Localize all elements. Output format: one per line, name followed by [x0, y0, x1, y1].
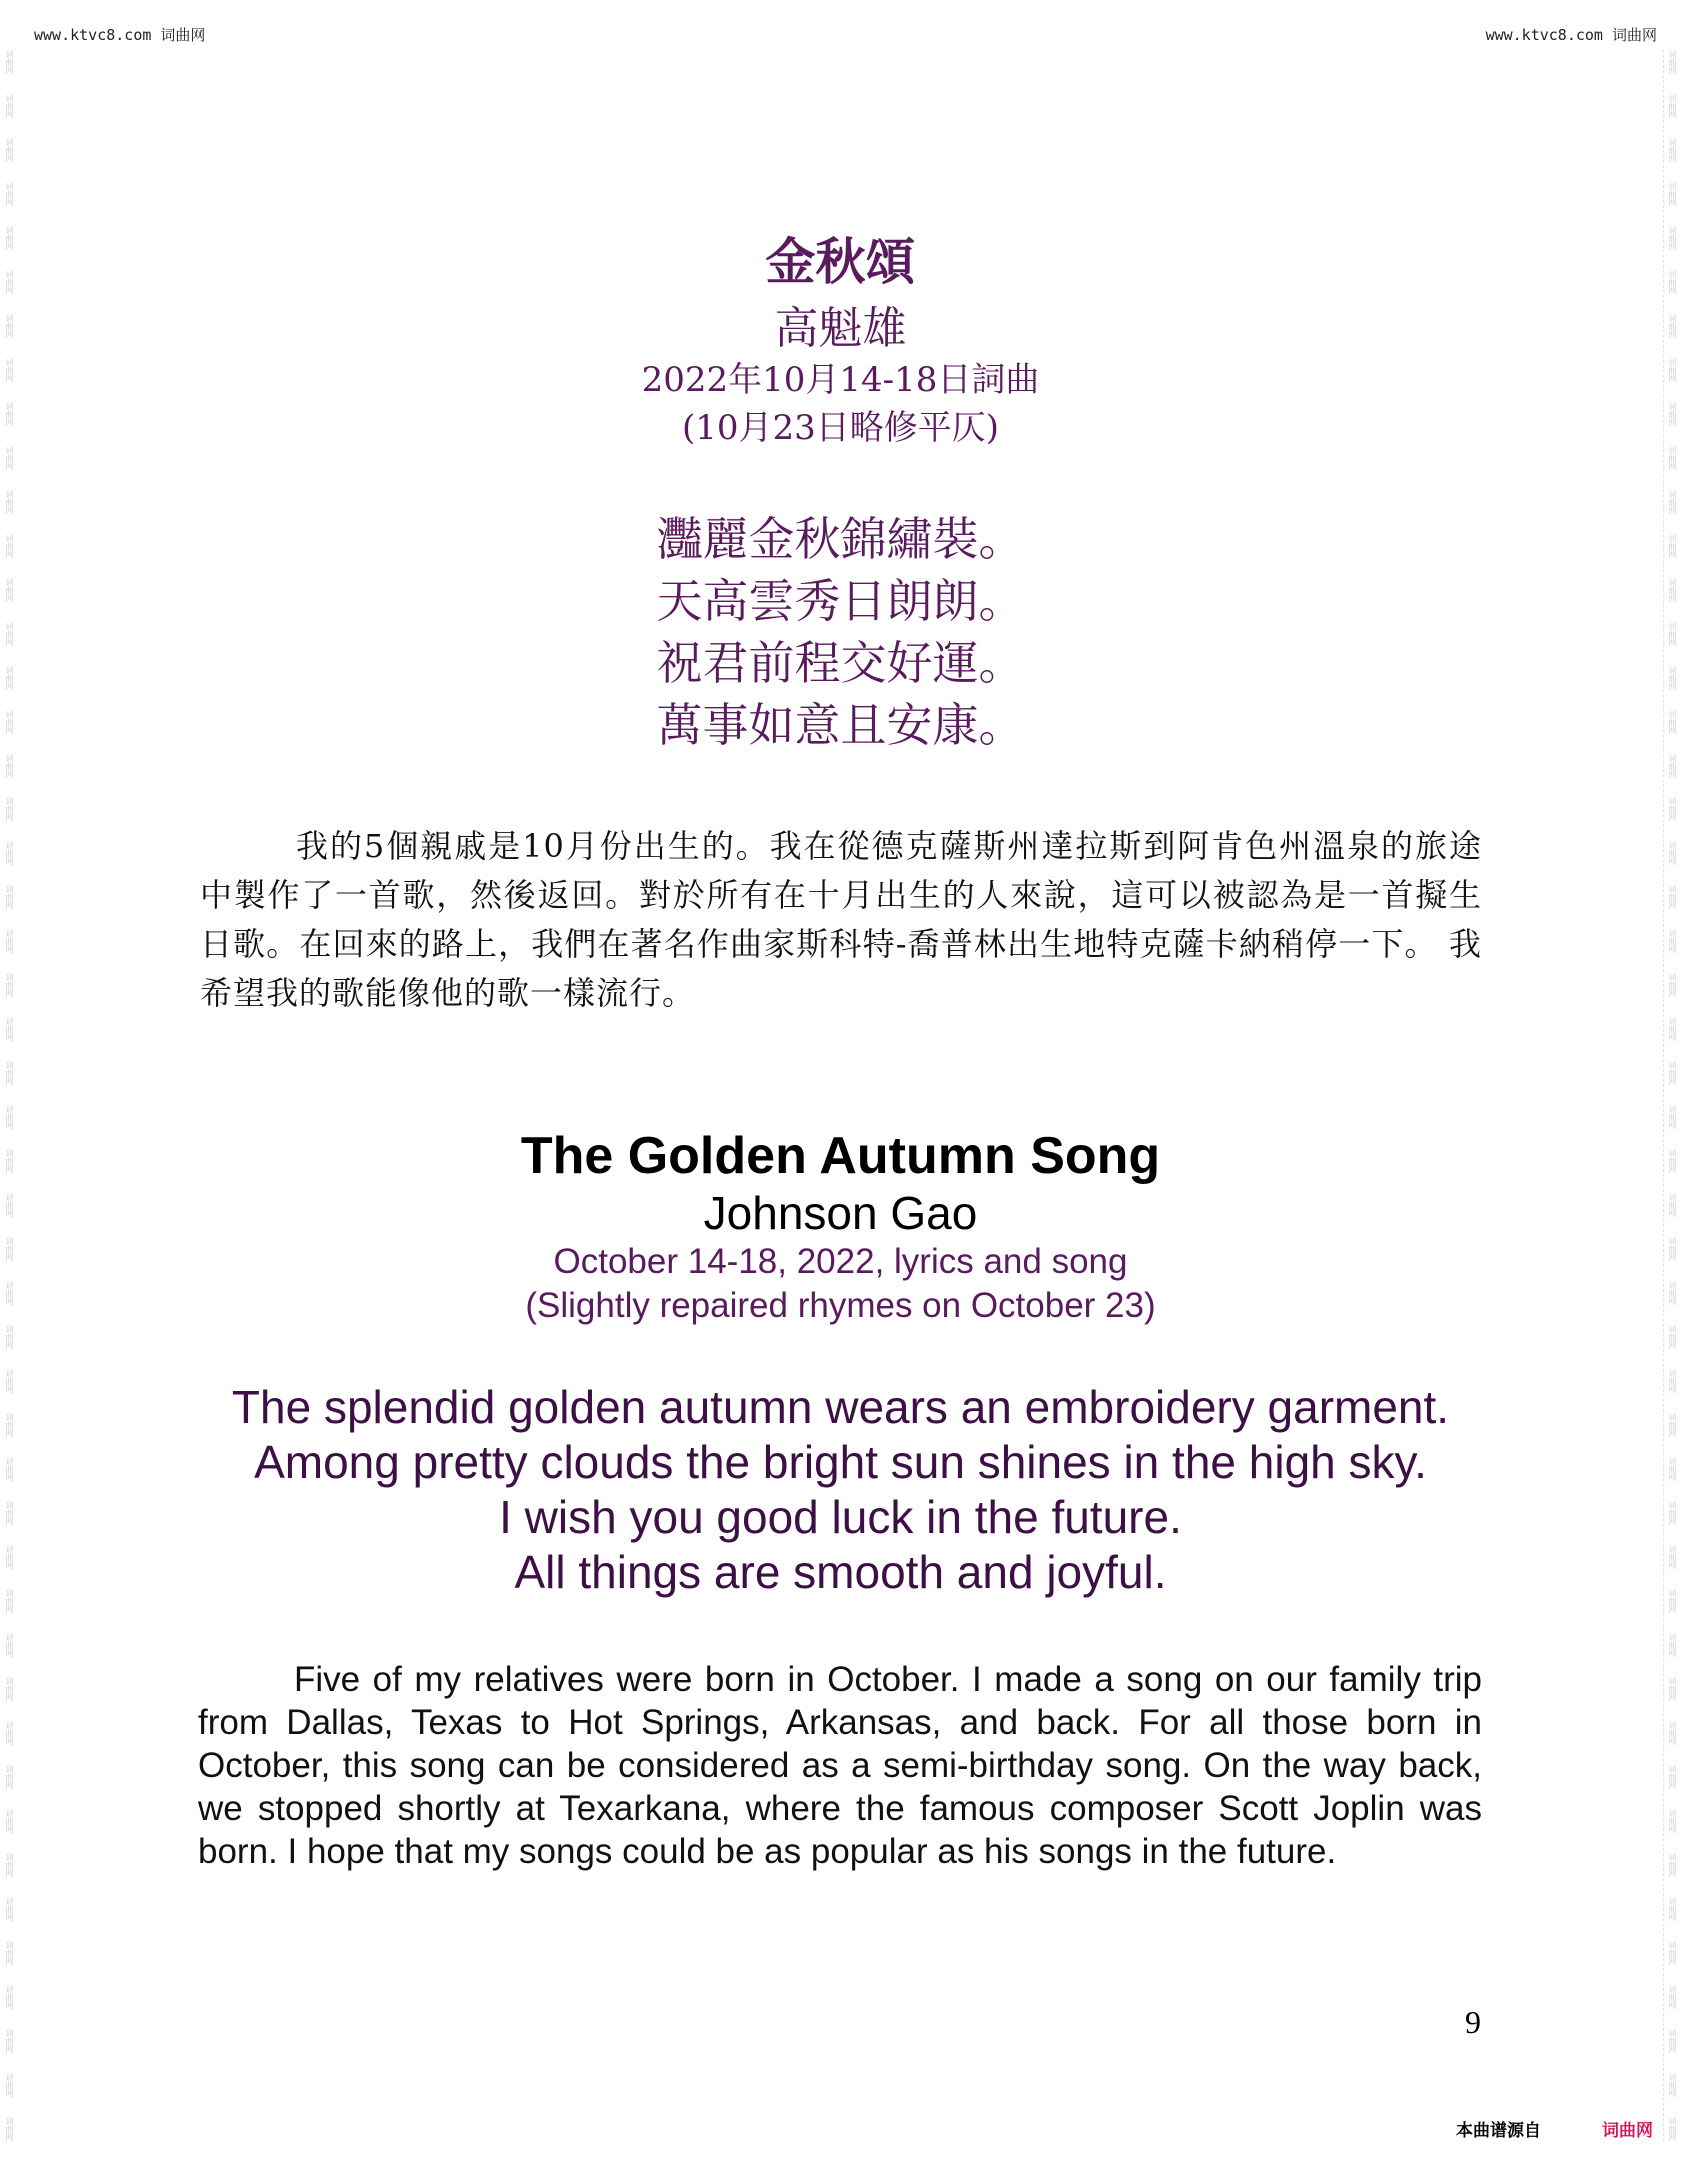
watermark-mark: 词曲网	[5, 1676, 14, 1701]
footer-site-link[interactable]: 词曲网	[1602, 2121, 1653, 2141]
watermark-mark: 词曲网	[5, 1896, 14, 1921]
watermark-mark: 词曲网	[5, 1413, 14, 1438]
header-url-right[interactable]: www.ktvc8.com 词曲网	[1485, 26, 1657, 44]
watermark-mark: 词曲网	[1668, 1808, 1677, 1833]
watermark-mark: 词曲网	[5, 2072, 14, 2097]
watermark-mark: 词曲网	[1668, 2028, 1677, 2053]
english-date: October 14-18, 2022, lyrics and song	[553, 1242, 1128, 1281]
english-lyric-line-2: Among pretty clouds the bright sun shines in the high sky.	[254, 1436, 1427, 1488]
watermark-mark: 词曲网	[5, 1237, 14, 1262]
chinese-lyric-line-1: 灩麗金秋錦繡裝。	[656, 512, 1025, 566]
watermark-mark: 词曲网	[1668, 1281, 1677, 1306]
watermark-mark: 词曲网	[1668, 1764, 1677, 1789]
watermark-mark: 词曲网	[5, 93, 14, 118]
watermark-mark: 词曲网	[1668, 973, 1677, 998]
watermark-mark: 词曲网	[5, 2116, 14, 2141]
header-url-left[interactable]: www.ktvc8.com 词曲网	[34, 26, 206, 44]
watermark-mark: 词曲网	[5, 1281, 14, 1306]
watermark-mark: 词曲网	[5, 1764, 14, 1789]
chinese-date: 2022年10月14-18日詞曲	[641, 360, 1040, 400]
watermark-mark: 词曲网	[5, 1852, 14, 1877]
watermark-mark: 词曲网	[1668, 1237, 1677, 1262]
watermark-mark: 词曲网	[1668, 885, 1677, 910]
watermark-mark: 词曲网	[5, 1632, 14, 1657]
watermark-mark: 词曲网	[1668, 1852, 1677, 1877]
watermark-mark: 词曲网	[5, 1720, 14, 1745]
watermark-mark: 词曲网	[5, 1457, 14, 1481]
watermark-mark: 词曲网	[5, 1325, 14, 1350]
chinese-lyrics	[0, 508, 1681, 756]
english-lyric-line-1: The splendid golden autumn wears an embroidery garment.	[231, 1381, 1450, 1433]
footer-source-label: 本曲谱源自	[1456, 2121, 1541, 2141]
chinese-paragraph: 我的5個親戚是10月份出生的。我在從德克薩斯州達拉斯到阿肯色州溫泉的旅途中製作了一首歌，然後返回。對於所有在十月出生的人來說，這可以被認為是一首擬生日歌。在回來的路上，我們在著名作曲家斯科特-喬普林出生地特克薩卡納稍停一下。 我希望我的歌能像他的歌一樣流行。	[200, 827, 1482, 1012]
watermark-mark: 词曲网	[5, 753, 14, 778]
watermark-mark: 词曲网	[1668, 709, 1677, 734]
watermark-mark: 词曲网	[5, 489, 14, 514]
chinese-author: 高魁雄	[774, 303, 907, 354]
watermark-mark: 词曲网	[5, 1193, 14, 1218]
watermark-mark: 词曲网	[5, 313, 14, 338]
watermark-mark: 词曲网	[1668, 1500, 1677, 1525]
watermark-mark: 词曲网	[5, 1149, 14, 1174]
watermark-mark: 词曲网	[1668, 1413, 1677, 1438]
watermark-mark: 词曲网	[5, 797, 14, 822]
english-lyric-line-4: All things are smooth and joyful.	[514, 1546, 1167, 1598]
watermark-mark: 词曲网	[1668, 1632, 1677, 1657]
watermark-mark: 词曲网	[1668, 445, 1677, 470]
watermark-mark: 词曲网	[1668, 1896, 1677, 1921]
watermark-mark: 词曲网	[5, 577, 14, 602]
watermark-mark: 词曲网	[1668, 50, 1677, 74]
watermark-mark: 词曲网	[5, 2028, 14, 2053]
watermark-mark: 词曲网	[1668, 533, 1677, 558]
watermark-mark: 词曲网	[1668, 1940, 1677, 1965]
watermark-mark: 词曲网	[5, 1500, 14, 1525]
watermark-mark: 词曲网	[1668, 269, 1677, 294]
watermark-mark: 词曲网	[1668, 2116, 1677, 2141]
watermark-mark: 词曲网	[5, 1061, 14, 1086]
watermark-mark: 词曲网	[1668, 577, 1677, 602]
watermark-mark: 词曲网	[5, 181, 14, 206]
watermark-mark: 词曲网	[5, 357, 14, 382]
watermark-mark: 词曲网	[1668, 929, 1677, 954]
english-paragraph: Five of my relatives were born in October. I made a song on our family trip from Dallas, Texas to Hot Springs, Arkansas, and back. For all those born in October, this song can be considered as a semi-birthday song. On the way back, we stopped shortly at Texarkana, where the famous composer Scott Joplin was born. I hope that my songs could be as popular as his songs in the future.	[198, 1660, 1482, 1871]
watermark-mark: 词曲网	[1668, 1457, 1677, 1481]
watermark-mark: 词曲网	[1668, 841, 1677, 866]
watermark-mark: 词曲网	[1668, 313, 1677, 338]
watermark-mark: 词曲网	[1668, 1017, 1677, 1042]
english-title: The Golden Autumn Song	[520, 1127, 1161, 1185]
watermark-mark: 词曲网	[1668, 93, 1677, 118]
watermark-mark: 词曲网	[1668, 181, 1677, 206]
watermark-mark: 词曲网	[1668, 357, 1677, 382]
watermark-mark: 词曲网	[5, 50, 14, 74]
watermark-mark: 词曲网	[5, 973, 14, 998]
english-author: Johnson Gao	[703, 1187, 978, 1239]
watermark-mark: 词曲网	[5, 1544, 14, 1569]
watermark-mark: 词曲网	[1668, 1149, 1677, 1174]
watermark-mark: 词曲网	[5, 1369, 14, 1394]
watermark-mark: 词曲网	[1668, 489, 1677, 514]
watermark-mark: 词曲网	[5, 1105, 14, 1130]
watermark-mark: 词曲网	[5, 885, 14, 910]
watermark-mark: 词曲网	[5, 269, 14, 294]
watermark-mark: 词曲网	[5, 1984, 14, 2009]
watermark-mark: 词曲网	[5, 709, 14, 734]
watermark-mark: 词曲网	[1668, 2072, 1677, 2097]
watermark-mark: 词曲网	[1668, 401, 1677, 426]
watermark-mark: 词曲网	[5, 1588, 14, 1613]
chinese-lyric-line-3: 祝君前程交好運。	[656, 636, 1025, 690]
watermark-mark: 词曲网	[1668, 753, 1677, 778]
watermark-mark: 词曲网	[5, 533, 14, 558]
watermark-mark: 词曲网	[5, 401, 14, 426]
watermark-mark: 词曲网	[5, 1017, 14, 1042]
watermark-mark: 词曲网	[5, 841, 14, 866]
chinese-lyric-line-4: 萬事如意且安康。	[656, 698, 1025, 752]
watermark-mark: 词曲网	[1668, 1984, 1677, 2009]
watermark-mark: 词曲网	[1668, 1720, 1677, 1745]
watermark-mark: 词曲网	[1668, 1369, 1677, 1394]
watermark-mark: 词曲网	[1668, 1325, 1677, 1350]
chinese-revision: (10月23日略修平仄)	[681, 408, 1000, 448]
watermark-mark: 词曲网	[1668, 1193, 1677, 1218]
watermark-mark: 词曲网	[1668, 665, 1677, 690]
watermark-mark: 词曲网	[5, 225, 14, 250]
english-lyric-line-3: I wish you good luck in the future.	[499, 1491, 1182, 1543]
watermark-mark: 词曲网	[5, 1940, 14, 1965]
watermark-mark: 词曲网	[5, 621, 14, 646]
english-lyrics	[0, 1380, 1681, 1600]
watermark-mark: 词曲网	[1668, 1676, 1677, 1701]
watermark-mark: 词曲网	[1668, 137, 1677, 162]
page-number: 9	[1465, 2004, 1481, 2040]
watermark-mark: 词曲网	[5, 137, 14, 162]
watermark-mark: 词曲网	[1668, 1105, 1677, 1130]
watermark-mark: 词曲网	[5, 1808, 14, 1833]
watermark-mark: 词曲网	[1668, 225, 1677, 250]
chinese-title: 金秋頌	[765, 232, 916, 291]
watermark-mark: 词曲网	[5, 445, 14, 470]
watermark-mark: 词曲网	[1668, 1588, 1677, 1613]
watermark-mark: 词曲网	[1668, 797, 1677, 822]
watermark-mark: 词曲网	[5, 665, 14, 690]
english-revision: (Slightly repaired rhymes on October 23)	[525, 1286, 1156, 1325]
watermark-mark: 词曲网	[1668, 1061, 1677, 1086]
chinese-lyric-line-2: 天高雲秀日朗朗。	[656, 574, 1025, 628]
watermark-mark: 词曲网	[5, 929, 14, 954]
watermark-mark: 词曲网	[1668, 1544, 1677, 1569]
watermark-mark: 词曲网	[1668, 621, 1677, 646]
